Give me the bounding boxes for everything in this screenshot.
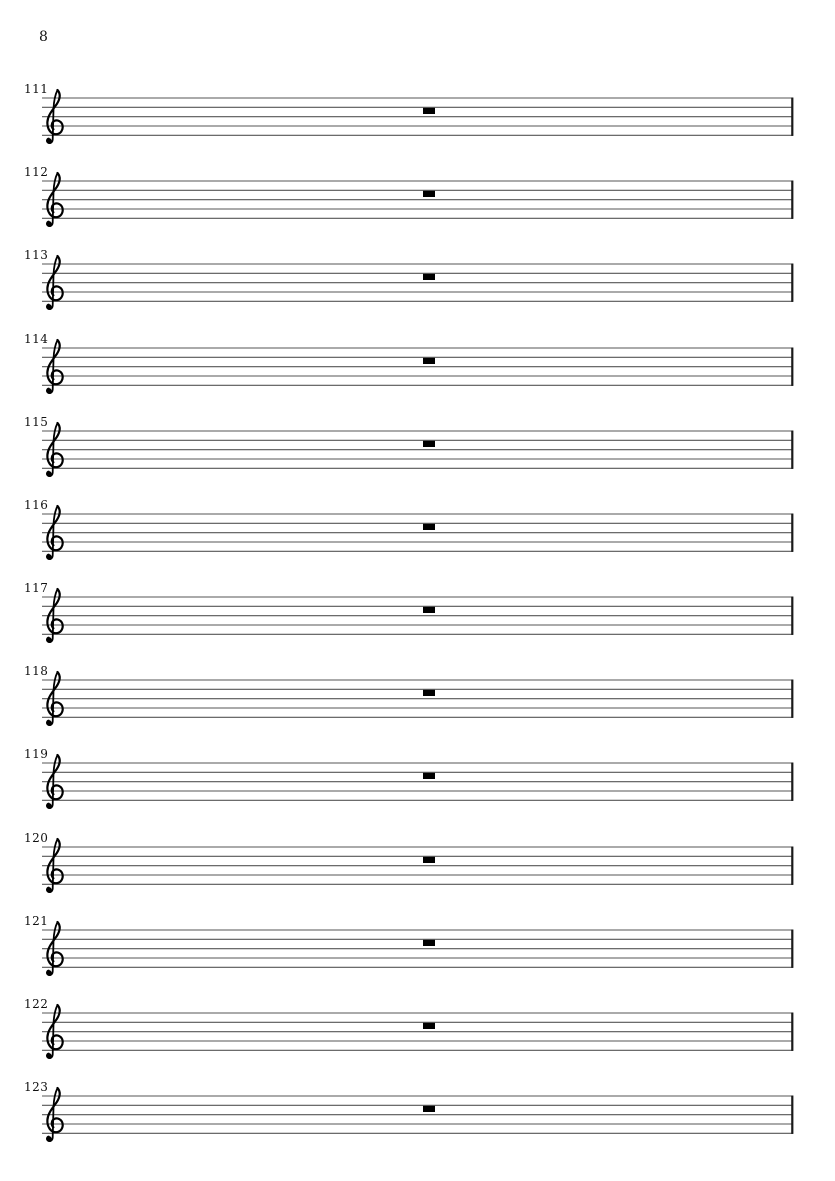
staff-system — [0, 415, 835, 483]
measure-number: 115 — [24, 415, 49, 429]
measure-number: 118 — [24, 664, 49, 678]
staff-system — [0, 332, 835, 400]
measure-number: 112 — [24, 165, 49, 179]
whole-rest — [423, 274, 435, 280]
staff-system — [0, 831, 835, 899]
barline — [791, 1096, 793, 1134]
whole-rest — [423, 857, 435, 863]
barline — [791, 181, 793, 219]
measure-number: 114 — [24, 332, 49, 346]
staff-system — [0, 997, 835, 1065]
whole-rest — [423, 690, 435, 696]
staff-system — [0, 165, 835, 233]
staff-system — [0, 82, 835, 150]
whole-rest — [423, 607, 435, 613]
staff — [0, 668, 835, 732]
staff — [0, 835, 835, 899]
barline — [791, 680, 793, 718]
measure-number: 119 — [24, 747, 49, 761]
measure-number: 113 — [24, 248, 49, 262]
whole-rest — [423, 191, 435, 197]
staff — [0, 86, 835, 150]
whole-rest — [423, 940, 435, 946]
whole-rest — [423, 773, 435, 779]
staff — [0, 1001, 835, 1065]
staff — [0, 252, 835, 316]
measure-number: 123 — [24, 1080, 49, 1094]
staff — [0, 585, 835, 649]
barline — [791, 264, 793, 302]
staff — [0, 918, 835, 982]
whole-rest — [423, 524, 435, 530]
whole-rest — [423, 358, 435, 364]
measure-number: 122 — [24, 997, 49, 1011]
measure-number: 117 — [24, 581, 49, 595]
whole-rest — [423, 441, 435, 447]
whole-rest — [423, 108, 435, 114]
barline — [791, 431, 793, 469]
measure-number: 121 — [24, 914, 49, 928]
barline — [791, 1013, 793, 1051]
barline — [791, 763, 793, 801]
staff-system — [0, 1080, 835, 1148]
staff — [0, 502, 835, 566]
staff — [0, 336, 835, 400]
barline — [791, 597, 793, 635]
staff — [0, 169, 835, 233]
barline — [791, 847, 793, 885]
whole-rest — [423, 1106, 435, 1112]
barline — [791, 930, 793, 968]
staff-system — [0, 664, 835, 732]
whole-rest — [423, 1023, 435, 1029]
staff-system — [0, 498, 835, 566]
staff — [0, 419, 835, 483]
staff-system — [0, 914, 835, 982]
staff-system — [0, 581, 835, 649]
staff-system — [0, 248, 835, 316]
barline — [791, 348, 793, 386]
page-number: 8 — [39, 29, 48, 45]
measure-number: 116 — [24, 498, 49, 512]
measure-number: 111 — [24, 82, 49, 96]
staff — [0, 1084, 835, 1148]
barline — [791, 514, 793, 552]
staff-system — [0, 747, 835, 815]
staff — [0, 751, 835, 815]
barline — [791, 98, 793, 136]
measure-number: 120 — [24, 831, 49, 845]
